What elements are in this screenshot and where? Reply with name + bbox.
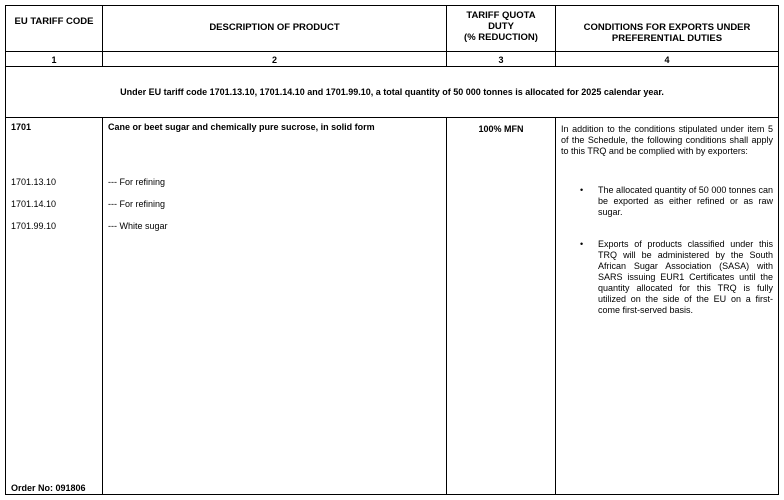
conditions-intro: In addition to the conditions stipulated under item 5 of the Schedule, the following conditions shall apply to this TRQ and be complied with by exporters: — [561, 124, 773, 156]
header-tariff-code — [6, 16, 102, 27]
sub-item-description-1: --- For refining — [108, 177, 166, 187]
bullet-point-2: • — [580, 239, 584, 249]
column-number-4: 4 — [664, 55, 670, 65]
sub-item-description-2: --- For refining — [108, 199, 166, 209]
column-number-1: 1 — [51, 55, 57, 65]
column-number-2: 2 — [271, 55, 277, 65]
sub-item-code-1: 1701.13.10 — [11, 177, 57, 187]
header-tariff-quota-line1: TARIFF QUOTA — [466, 10, 536, 21]
header-description — [103, 22, 446, 33]
sub-item-description-3: --- White sugar — [108, 221, 168, 231]
table-right-border — [778, 5, 779, 495]
col1-divider-bottom — [102, 117, 103, 495]
tariff-duty: 100% MFN — [478, 124, 524, 134]
header-tariff-code-text: EU TARIFF CODE — [14, 16, 94, 27]
col3-divider-bottom — [555, 117, 556, 495]
table-left-border — [5, 5, 6, 495]
number-row-bottom-border — [5, 66, 779, 67]
header-conditions — [556, 22, 778, 44]
header-conditions-line1: CONDITIONS FOR EXPORTS UNDER — [583, 22, 751, 33]
header-tariff-quota-line2: DUTY — [488, 21, 514, 32]
table-top-border — [5, 5, 779, 6]
condition-bullet-2: Exports of products classified under this TRQ will be administered by the South African Sugar Association (SASA) with SARS issuing EUR1 Certificates until the quantity allocated for this TRQ is fully utilized on the side of the EU on a first-come first-served basis. — [598, 239, 773, 315]
main-description: Cane or beet sugar and chemically pure sucrose, in solid form — [108, 122, 375, 132]
header-bottom-border — [5, 51, 779, 52]
header-tariff-quota-line3: (% REDUCTION) — [464, 32, 538, 43]
table-bottom-border — [5, 494, 779, 495]
header-tariff-quota — [447, 10, 555, 43]
column-number-3: 3 — [498, 55, 504, 65]
allocation-note: Under EU tariff code 1701.13.10, 1701.14.10 and 1701.99.10, a total quantity of 50 000 tonnes is allocated for 2025 calendar year. — [120, 87, 664, 97]
col2-divider-bottom — [446, 117, 447, 495]
bullet-point-1: • — [580, 185, 584, 195]
allocation-row-bottom-border — [5, 117, 779, 118]
order-number: Order No: 091806 — [11, 483, 86, 493]
sub-item-code-2: 1701.14.10 — [11, 199, 57, 209]
main-tariff-code: 1701 — [11, 122, 32, 132]
header-description-text: DESCRIPTION OF PRODUCT — [209, 22, 340, 33]
sub-item-code-3: 1701.99.10 — [11, 221, 57, 231]
header-conditions-line2: PREFERENTIAL DUTIES — [611, 33, 723, 44]
condition-bullet-1: The allocated quantity of 50 000 tonnes can be exported as either refined or as raw sugar. — [598, 185, 773, 217]
